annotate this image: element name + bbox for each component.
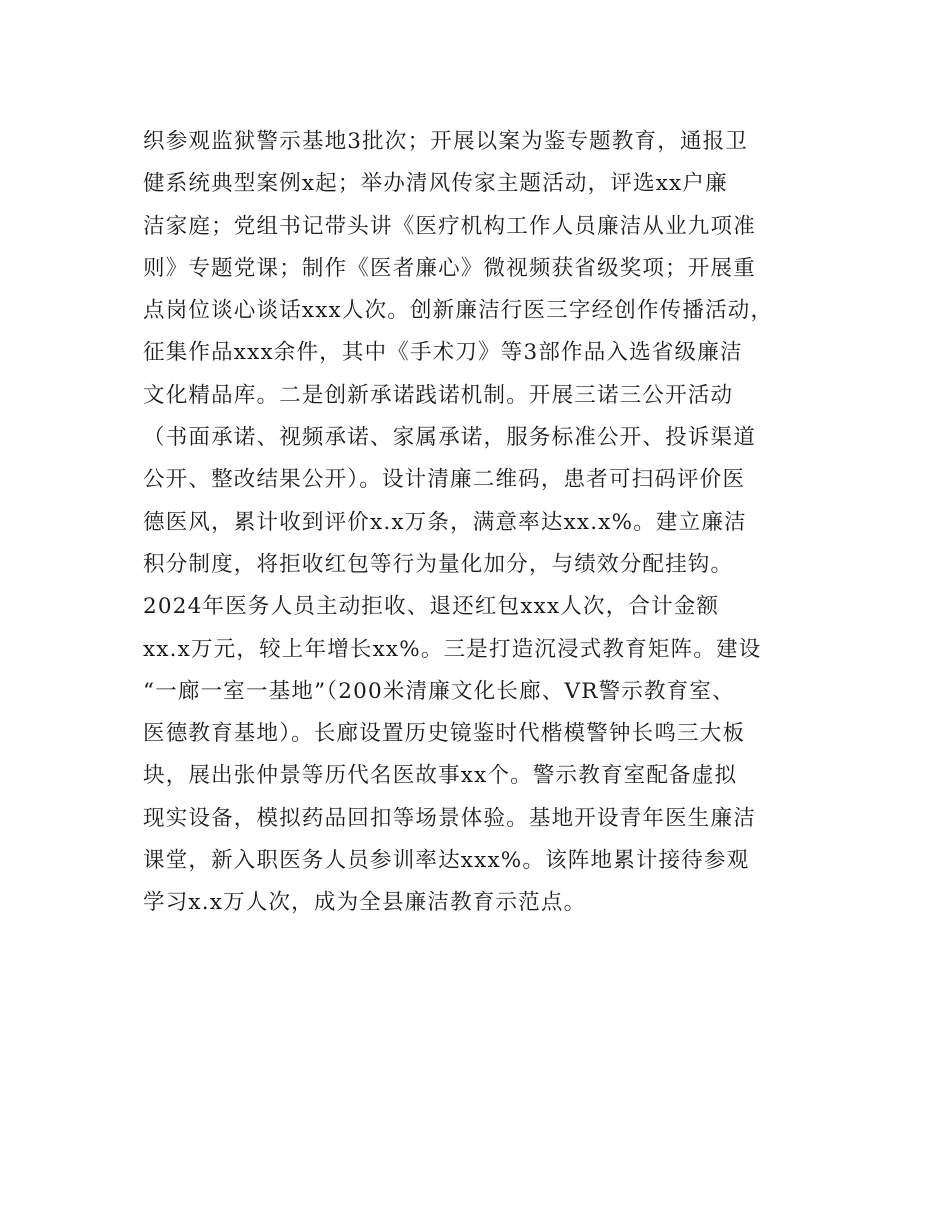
text-line: 织参观监狱警示基地3批次；开展以案为鉴专题教育，通报卫 — [143, 129, 749, 154]
text-line: 学习x.x万人次，成为全县廉洁教育示范点。 — [143, 890, 587, 916]
text-line: （书面承诺、视频承诺、家属承诺，服务标准公开、投诉渠道 — [143, 425, 756, 451]
text-line: 健系统典型案例x起；举办清风传家主题活动，评选xx户廉 — [143, 171, 728, 197]
text-line: “一廊一室一基地”（200米清廉文化长廊、VR警示教育室、 — [143, 678, 735, 704]
text-line: 则》专题党课；制作《医者廉心》微视频获省级奖项；开展重 — [143, 255, 756, 281]
text-line: 点岗位谈心谈话xxx人次。创新廉洁行医三字经创作传播活动， — [143, 298, 774, 324]
text-line: xx.x万元，较上年增长xx%。三是打造沉浸式教育矩阵。建设 — [143, 636, 762, 662]
text-line: 积分制度，将拒收红包等行为量化加分，与绩效分配挂钩。 — [143, 551, 734, 577]
text-line: 医德教育基地）。长廊设置历史镜鉴时代楷模警钟长鸣三大板 — [143, 721, 746, 747]
text-line: 课堂，新入职医务人员参训率达xxx%。该阵地累计接待参观 — [143, 848, 750, 874]
text-line: 现实设备，模拟药品回扣等场景体验。基地开设青年医生廉洁 — [143, 805, 756, 831]
text-line: 征集作品xxx余件，其中《手术刀》等3部作品入选省级廉洁 — [143, 340, 743, 366]
text-line: 文化精品库。二是创新承诺践诺机制。开展三诺三公开活动 — [143, 382, 734, 408]
text-line: 公开、整改结果公开）。设计清廉二维码，患者可扫码评价医 — [143, 467, 746, 493]
text-line: 块，展出张仲景等历代名医故事xx个。警示教育室配备虚拟 — [143, 763, 738, 789]
text-line: 2024年医务人员主动拒收、退还红包xxx人次，合计金额 — [143, 594, 720, 620]
body-paragraph — [143, 121, 843, 925]
text-line: 洁家庭；党组书记带头讲《医疗机构工作人员廉洁从业九项准 — [143, 213, 756, 239]
text-line: 德医风，累计收到评价x.x万条，满意率达xx.x%。建立廉洁 — [143, 509, 747, 535]
